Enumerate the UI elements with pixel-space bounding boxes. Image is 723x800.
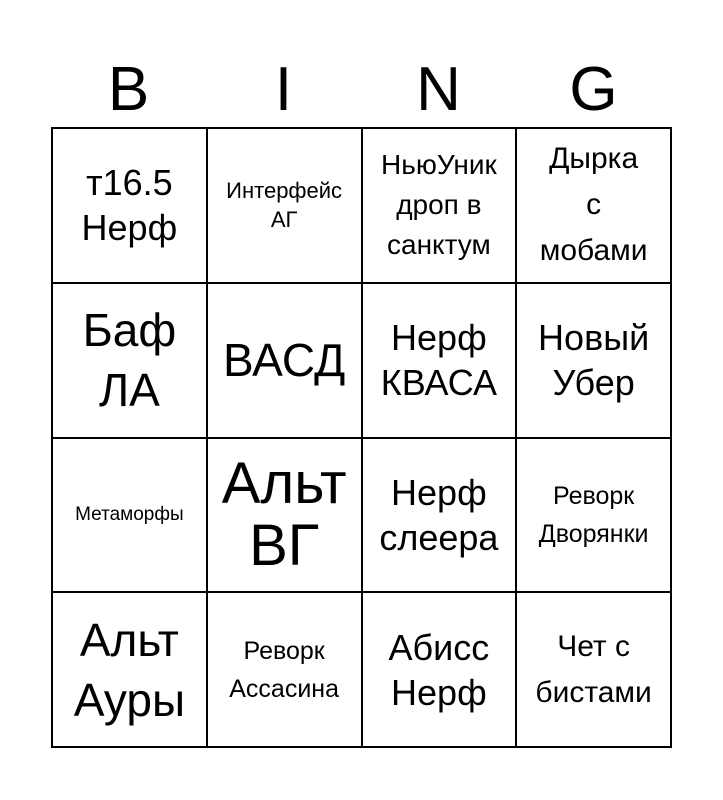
- header-letter-i: I: [274, 55, 293, 124]
- bingo-cell-r4c1[interactable]: Альт Ауры: [52, 592, 207, 747]
- bingo-cell-r1c4[interactable]: Дырка с мобами: [516, 128, 671, 283]
- bingo-cell-r3c1[interactable]: Метаморфы: [52, 438, 207, 593]
- bingo-cell-r4c4[interactable]: Чет с бистами: [516, 592, 671, 747]
- bingo-grid: [51, 127, 672, 748]
- header-letter-b: B: [107, 55, 150, 124]
- bingo-cell-r2c3[interactable]: Нерф КВАСА: [362, 283, 517, 438]
- bingo-cell-r2c4[interactable]: Новый Убер: [516, 283, 671, 438]
- bingo-cell-r1c2[interactable]: Интерфейс АГ: [207, 128, 362, 283]
- bingo-cell-r2c2[interactable]: ВАСД: [207, 283, 362, 438]
- bingo-cell-r3c2[interactable]: Альт ВГ: [207, 438, 362, 593]
- bingo-cell-r4c3[interactable]: Абисс Нерф: [362, 592, 517, 747]
- bingo-cell-r1c3[interactable]: НьюУник дроп в санктум: [362, 128, 517, 283]
- header-letter-n: N: [416, 55, 461, 124]
- bingo-header: [51, 55, 671, 125]
- header-letter-g: G: [569, 55, 618, 124]
- bingo-cell-r2c1[interactable]: Баф ЛА: [52, 283, 207, 438]
- bingo-cell-r3c4[interactable]: Реворк Дворянки: [516, 438, 671, 593]
- bingo-cell-r4c2[interactable]: Реворк Ассасина: [207, 592, 362, 747]
- bingo-cell-r1c1[interactable]: т16.5 Нерф: [52, 128, 207, 283]
- bingo-cell-r3c3[interactable]: Нерф слеера: [362, 438, 517, 593]
